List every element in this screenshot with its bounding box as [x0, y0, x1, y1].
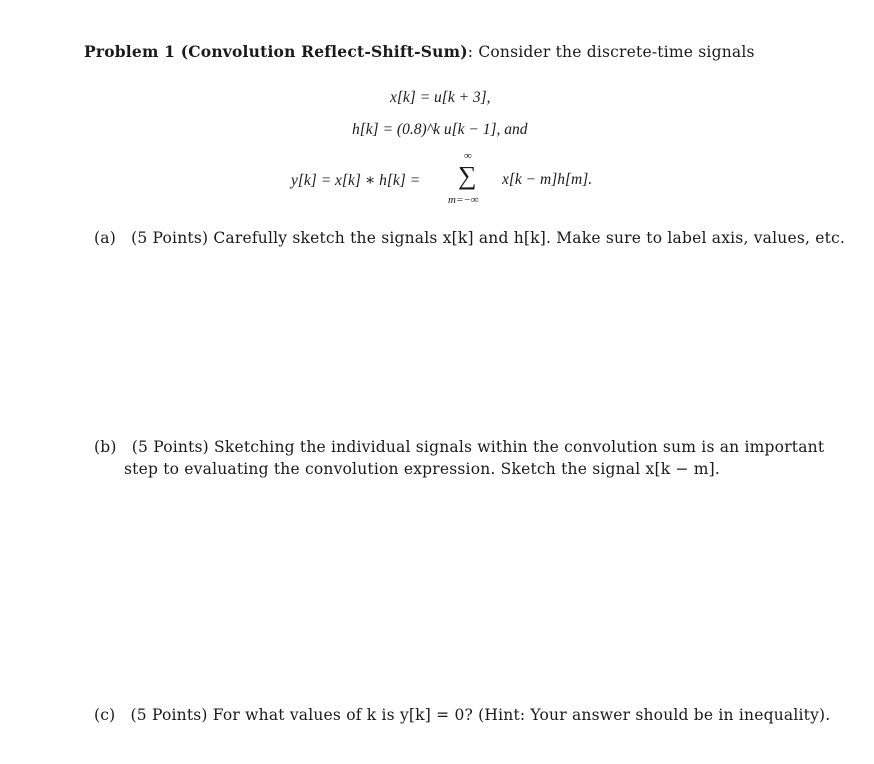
equation-h: h[k] = (0.8)^k u[k − 1], and [352, 121, 528, 138]
part-a-label: (a) [94, 229, 116, 247]
problem-title: Problem 1 (Convolution Reflect-Shift-Sum) [84, 42, 468, 61]
summation [448, 150, 498, 210]
equation-y-rhs: x[k − m]h[m]. [502, 171, 593, 188]
part-c-text: (5 Points) For what values of k is y[k] = 0? (Hint: Your answer should be in inequality). [130, 706, 831, 724]
equation-x: x[k] = u[k + 3], [390, 89, 491, 106]
problem-intro: : Consider the discrete-time signals [467, 43, 755, 61]
problem-heading-line [84, 42, 755, 61]
part-b-label: (b) [94, 438, 117, 456]
summation-symbol: ∑ [458, 161, 477, 190]
part-c [94, 706, 830, 724]
part-c-label: (c) [94, 706, 116, 724]
part-b-text-1: (5 Points) Sketching the individual signals within the convolution sum is an important [131, 438, 825, 456]
part-a-text: (5 Points) Carefully sketch the signals x[k] and h[k]. Make sure to label axis, values, etc. [131, 229, 846, 247]
summation-upper-limit: ∞ [464, 150, 472, 162]
part-b-line1 [94, 438, 824, 456]
summation-lower-limit: m=−∞ [448, 194, 479, 206]
part-b-line2: step to evaluating the convolution expression. Sketch the signal x[k − m]. [124, 460, 721, 478]
equation-y-lhs: y[k] = x[k] ∗ h[k] = [291, 172, 421, 189]
part-a [94, 229, 845, 247]
